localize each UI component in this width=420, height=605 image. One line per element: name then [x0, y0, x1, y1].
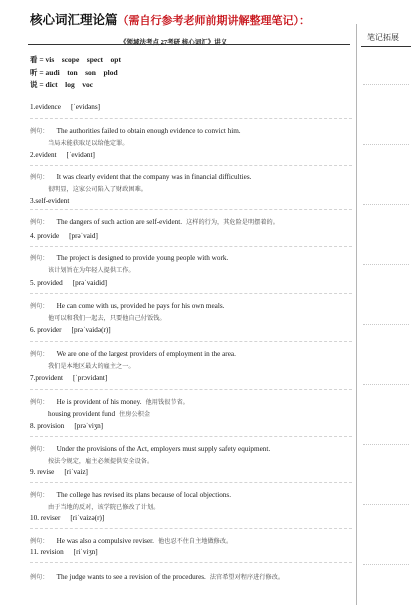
phonetic: [ˈevidənt] [66, 151, 95, 159]
example-sentence [30, 126, 241, 135]
word-text: 4. provide [30, 232, 60, 240]
example-label: 例句： [30, 446, 49, 453]
example-translation: 他可以和我们一起去，只要他自己付饭钱。 [48, 315, 166, 322]
example-en: The authorities failed to obtain enough evidence to convict him. [56, 127, 241, 135]
divider [30, 165, 352, 166]
example-en: The college has revised its plans because of local objections. [56, 491, 231, 499]
phonetic: [prəˈviʒn] [74, 422, 104, 430]
phrase-cn: 住房公积金 [119, 411, 151, 418]
example-en: The judge wants to see a revision of the procedures. [56, 573, 206, 581]
example-en: The dangers of such action are self-evident. [56, 218, 183, 226]
divider [30, 482, 352, 483]
example-sentence [30, 253, 228, 262]
example-sentence [30, 301, 224, 310]
example-label: 例句： [30, 174, 49, 181]
word-text: 5. provided [30, 279, 63, 287]
example-sentence [30, 172, 251, 181]
example-sentence [30, 490, 231, 499]
example-en: We are one of the largest providers of employment in the area. [56, 350, 236, 358]
entry-word [30, 279, 107, 287]
phonetic: [ˈprɔvidənt] [72, 374, 108, 382]
example-en: The project is designed to provide young people with work. [56, 254, 229, 262]
root-hear: 听 = audi ton son plod [30, 67, 118, 77]
example-en: It was clearly evident that the company was in financial difficulties. [56, 173, 252, 181]
title-text: 核心词汇理论篇 [30, 13, 118, 27]
example-translation: 他用钱很节省。 [145, 399, 189, 406]
example-label: 例句： [30, 538, 49, 545]
entry-word [30, 232, 98, 240]
divider [30, 562, 352, 563]
phonetic: [riˈvaiz] [64, 468, 88, 476]
example-label: 例句： [30, 399, 49, 406]
example-translation: 他也忍不住自主地做修改。 [157, 538, 233, 545]
notes-line [363, 564, 409, 565]
phrase-en: housing provident fund [48, 410, 116, 418]
example-sentence [30, 572, 284, 581]
notes-title: 笔记拓展 [367, 33, 399, 42]
notes-line [363, 384, 409, 385]
example-sentence [30, 444, 270, 453]
root-see: 看 = vis scope spect opt [30, 55, 121, 64]
entry-word [30, 468, 88, 476]
phonetic: [prəˈvaid] [69, 232, 98, 240]
word-text: 7.provident [30, 374, 63, 382]
word-text: 2.evident [30, 151, 57, 159]
example-label: 例句： [30, 574, 49, 581]
notes-rule [361, 46, 411, 47]
divider [30, 389, 352, 390]
example-label: 例句： [30, 219, 49, 226]
example-en: He is provident of his money. [56, 398, 142, 406]
example-label: 例句： [30, 128, 49, 135]
example-en: He was also a compulsive reviser. [56, 537, 154, 545]
example-label: 例句： [30, 351, 49, 358]
page-title [30, 10, 370, 28]
entry-word [30, 374, 107, 382]
word-text: 1.evidence [30, 103, 61, 111]
page-subtitle: 《领域法考点 27考研 核心词汇》讲义 [120, 39, 228, 46]
notes-line [363, 84, 409, 85]
phonetic: [prəˈvaidid] [72, 279, 108, 287]
divider [30, 246, 352, 247]
word-text: 6. provider [30, 326, 62, 334]
phonetic: [riˈvaizə(r)] [70, 514, 105, 522]
notes-line [363, 144, 409, 145]
example-translation: 我们是本地区最大的雇主之一。 [48, 363, 135, 370]
example-label: 例句： [30, 303, 49, 310]
divider [30, 436, 352, 437]
header-rule [28, 44, 350, 45]
example-label: 例句： [30, 255, 49, 262]
entry-word [30, 197, 69, 205]
divider [30, 118, 352, 119]
title-note: （需自行参考老师前期讲解整理笔记）： [117, 15, 311, 27]
word-text: 11. revision [30, 548, 64, 556]
example-translation: 这样的行为，其危险是明摆着的。 [186, 219, 279, 226]
divider [30, 528, 352, 529]
entry-word [30, 548, 98, 556]
word-text: 10. reviser [30, 514, 61, 522]
root-say: 说 = dict log voc [30, 80, 94, 89]
notes-line [363, 324, 409, 325]
divider [30, 341, 352, 342]
example-sentence [30, 397, 189, 406]
notes-line [363, 204, 409, 205]
example-translation: 法官希望对程序进行修改。 [209, 574, 285, 581]
notes-line [363, 264, 409, 265]
entry-word [30, 422, 103, 430]
example-sentence [30, 536, 232, 545]
phrase-line [48, 409, 150, 418]
phonetic: [ˈevidəns] [70, 103, 101, 111]
example-translation: 由于当地的反对，该学院已修改了计划。 [48, 504, 160, 511]
notes-line [363, 504, 409, 505]
phonetic: [prəˈvaidə(r)] [71, 326, 111, 334]
example-translation: 很明显，这家公司陷入了财政困难。 [48, 186, 147, 193]
divider [30, 293, 352, 294]
notes-line [363, 444, 409, 445]
example-sentence [30, 217, 279, 226]
entry-word [30, 514, 104, 522]
entry-word [30, 151, 95, 159]
word-text: 9. revise [30, 468, 55, 476]
word-text: 3.self-evident [30, 197, 70, 205]
notes-panel [356, 24, 413, 605]
example-translation: 该计划旨在为年轻人提供工作。 [48, 267, 135, 274]
example-sentence [30, 349, 236, 358]
word-text: 8. provision [30, 422, 65, 430]
example-label: 例句： [30, 492, 49, 499]
divider [30, 209, 352, 210]
example-en: He can come with us, provided he pays for his own meals. [56, 302, 225, 310]
word-roots [30, 54, 121, 92]
entry-word [30, 326, 111, 334]
entry-word [30, 103, 100, 111]
example-en: Under the provisions of the Act, employers must supply safety equipment. [56, 445, 271, 453]
example-translation: 按法令规定，雇主必须提供安全设备。 [48, 458, 154, 465]
phonetic: [riˈviʒn] [73, 548, 98, 556]
example-translation: 当局未能获取足以给他定罪。 [48, 140, 129, 147]
